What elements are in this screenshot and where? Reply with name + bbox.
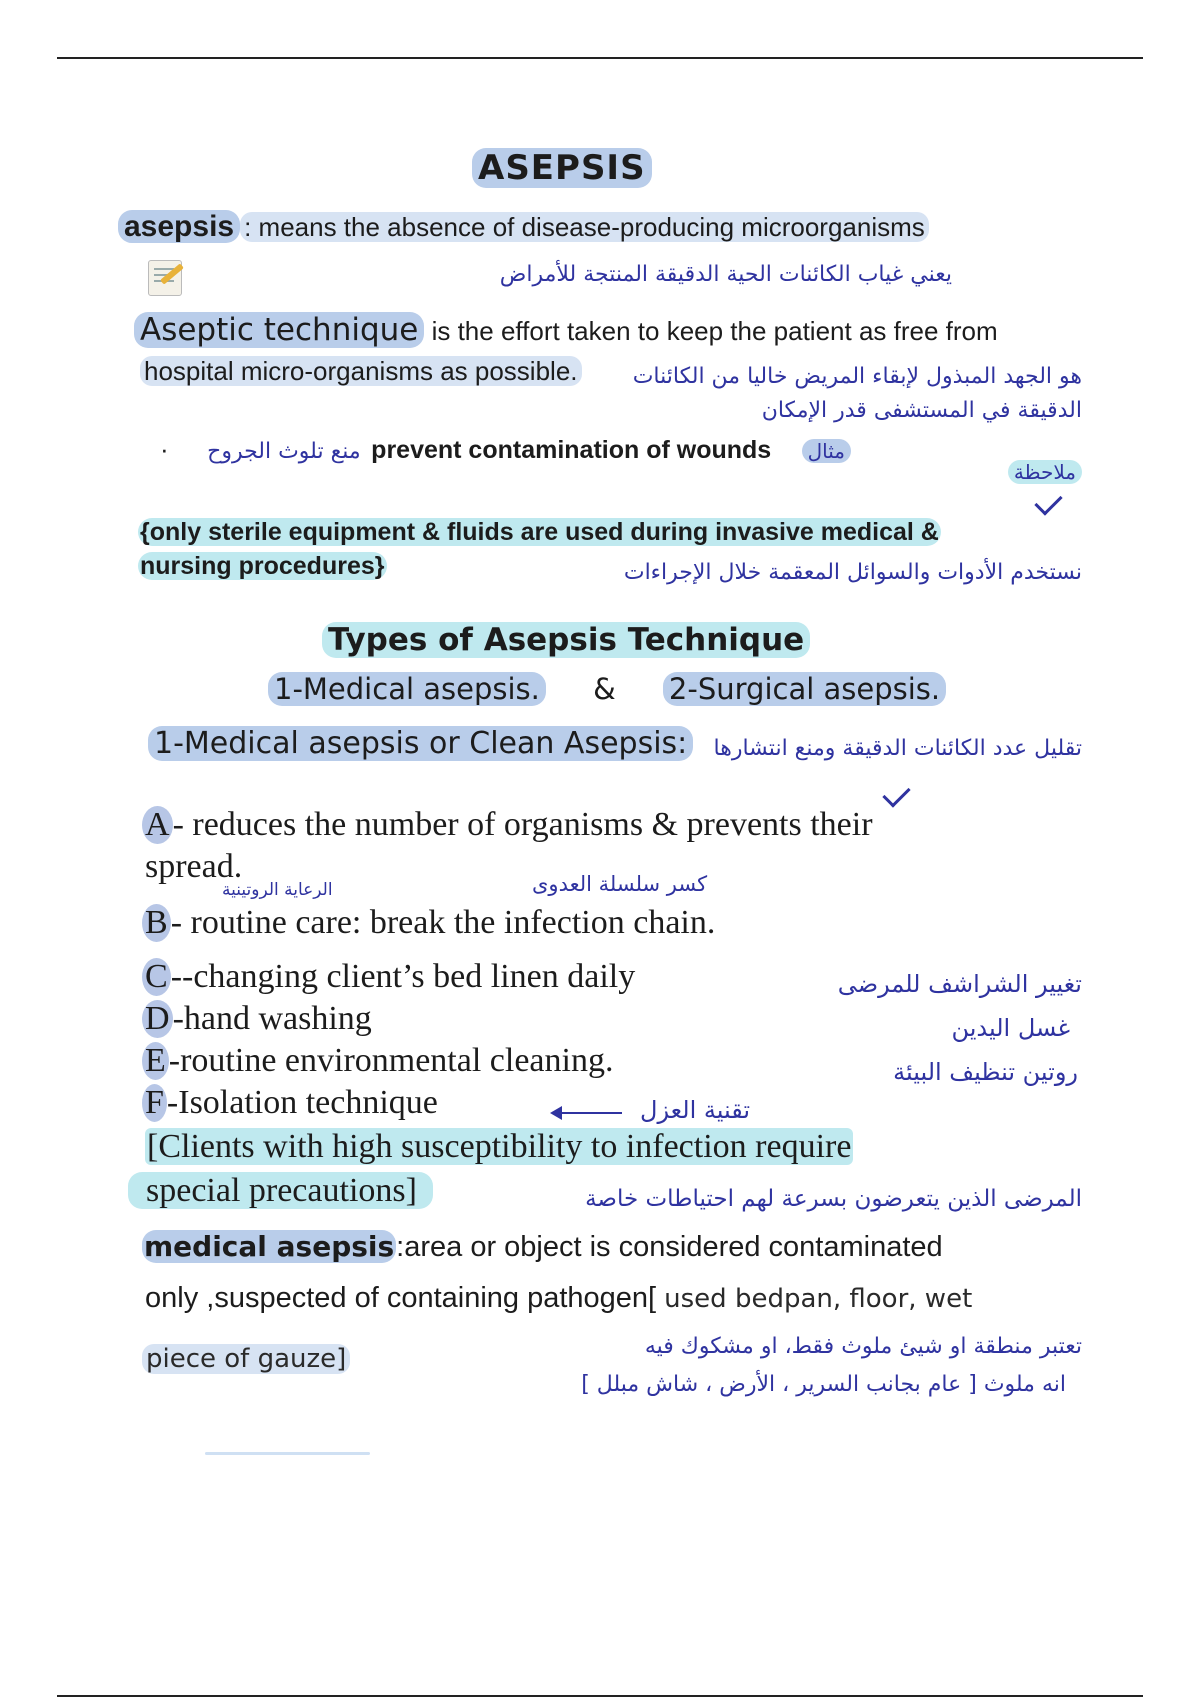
sterile-text-2: nursing procedures} xyxy=(140,552,385,580)
note-label: ملاحظة xyxy=(1008,460,1082,484)
medical-heading-text: 1-Medical asepsis or Clean Asepsis: xyxy=(148,726,693,761)
example-arabic: منع تلوث الجروح xyxy=(207,439,361,464)
item-e-line xyxy=(142,1042,613,1080)
note-check xyxy=(1034,487,1062,515)
bottom-rule xyxy=(57,1695,1143,1697)
contaminated-term: medical asepsis xyxy=(144,1230,395,1263)
highlight-smudge xyxy=(205,1452,370,1455)
contaminated-text-2a: only ,suspected of containing pathogen[ xyxy=(145,1282,665,1314)
item-f-letter: F xyxy=(142,1084,167,1122)
aseptic-line-2 xyxy=(140,356,582,387)
item-e-letter: E xyxy=(142,1042,169,1080)
contaminated-line-2 xyxy=(145,1282,972,1315)
arrow-icon xyxy=(552,1112,622,1114)
contaminated-line-3 xyxy=(142,1344,350,1374)
contaminated-text-3: piece of gauze] xyxy=(142,1344,350,1374)
sterile-arabic: نستخدم الأدوات والسوائل المعقمة خلال الإجراءات xyxy=(623,560,1082,585)
item-a-text-1: - reduces the number of organisms & prevents their xyxy=(172,806,873,843)
sterile-line-1 xyxy=(138,518,941,547)
clients-line-2 xyxy=(128,1172,433,1210)
sterile-text-1: {only sterile equipment & fluids are used during invasive medical & xyxy=(140,518,939,546)
arabic-care: الرعاية الروتينية xyxy=(222,880,333,900)
item-e-text: -routine environmental cleaning. xyxy=(168,1042,614,1079)
aseptic-arabic-1: هو الجهد المبذول لإبقاء المريض خاليا من الكائنات xyxy=(632,364,1082,389)
item-c-arabic: تغيير الشراشف للمرضى xyxy=(837,970,1082,998)
page-title xyxy=(472,148,652,188)
sterile-line-2 xyxy=(138,552,387,581)
contaminated-arabic-1: تعتبر منطقة او شيئ ملوث فقط، او مشكوك فيه xyxy=(644,1334,1082,1359)
medical-heading xyxy=(148,726,693,761)
aseptic-text-1: is the effort taken to keep the patient as free from xyxy=(424,316,998,346)
item-a-line-2: spread. xyxy=(145,848,243,885)
item-d-text: -hand washing xyxy=(172,1000,372,1037)
example-text: prevent contamination of wounds xyxy=(371,436,772,464)
item-d-line xyxy=(142,1000,372,1038)
item-d-letter: D xyxy=(142,1000,173,1038)
contaminated-arabic-2: انه ملوث [ عام بجانب السرير ، الأرض ، شاش مبلل ] xyxy=(581,1372,1066,1397)
item-a-line-1 xyxy=(142,806,873,844)
aseptic-arabic-2: الدقيقة في المستشفى قدر الإمكان xyxy=(761,398,1082,423)
item-c-text: --changing client’s bed linen daily xyxy=(170,958,636,995)
types-heading xyxy=(322,622,810,658)
item-a-letter: A xyxy=(142,806,173,844)
title-text: ASEPSIS xyxy=(472,148,652,188)
aseptic-text-2: hospital micro-organisms as possible. xyxy=(140,356,582,386)
types-line xyxy=(268,672,946,706)
item-c-line xyxy=(142,958,635,996)
example-badge: مثال xyxy=(802,439,851,463)
top-rule xyxy=(57,57,1143,59)
type-medical: 1-Medical asepsis. xyxy=(268,672,546,706)
clients-text-2: special precautions] xyxy=(128,1172,433,1209)
aseptic-line-1 xyxy=(134,312,998,348)
medical-heading-arabic: تقليل عدد الكائنات الدقيقة ومنع انتشارها xyxy=(713,736,1082,761)
item-f-text: -Isolation technique xyxy=(166,1084,438,1121)
item-f-line xyxy=(142,1084,438,1122)
contaminated-text-1: :area or object is considered contaminated xyxy=(396,1231,943,1263)
definition-line xyxy=(118,210,929,244)
item-d-arabic: غسل اليدين xyxy=(951,1014,1070,1042)
clients-line-1 xyxy=(145,1128,853,1166)
type-surgical: 2-Surgical asepsis. xyxy=(663,672,946,706)
clients-text-1: [Clients with high susceptibility to infection require xyxy=(147,1128,852,1165)
example-line xyxy=(160,434,851,465)
item-b-text: - routine care: break the infection chain. xyxy=(170,904,716,941)
types-heading-text: Types of Asepsis Technique xyxy=(322,622,810,658)
item-b-line xyxy=(142,904,715,942)
aseptic-term: Aseptic technique xyxy=(134,312,424,348)
asepsis-term: asepsis xyxy=(118,210,240,243)
contaminated-line-1 xyxy=(142,1230,943,1264)
arabic-chain: كسر سلسلة العدوى xyxy=(532,872,708,896)
clients-arabic: المرضى الذين يتعرضون بسرعة لهم احتياطات خاصة xyxy=(585,1186,1082,1212)
item-c-letter: C xyxy=(142,958,171,996)
item-f-arabic: تقنية العزل xyxy=(640,1096,751,1124)
memo-icon xyxy=(148,260,182,296)
bullet: · xyxy=(160,434,169,464)
item-b-letter: B xyxy=(142,904,171,942)
asepsis-definition: : means the absence of disease-producing microorganisms xyxy=(240,212,929,242)
item-e-arabic: روتين تنظيف البيئة xyxy=(893,1058,1078,1086)
contaminated-text-2b: used bedpan, floor, wet xyxy=(664,1284,973,1314)
medical-check xyxy=(882,779,910,807)
type-amp: & xyxy=(593,672,616,706)
definition-arabic: يعني غياب الكائنات الحية الدقيقة المنتجة للأمراض xyxy=(499,262,952,287)
